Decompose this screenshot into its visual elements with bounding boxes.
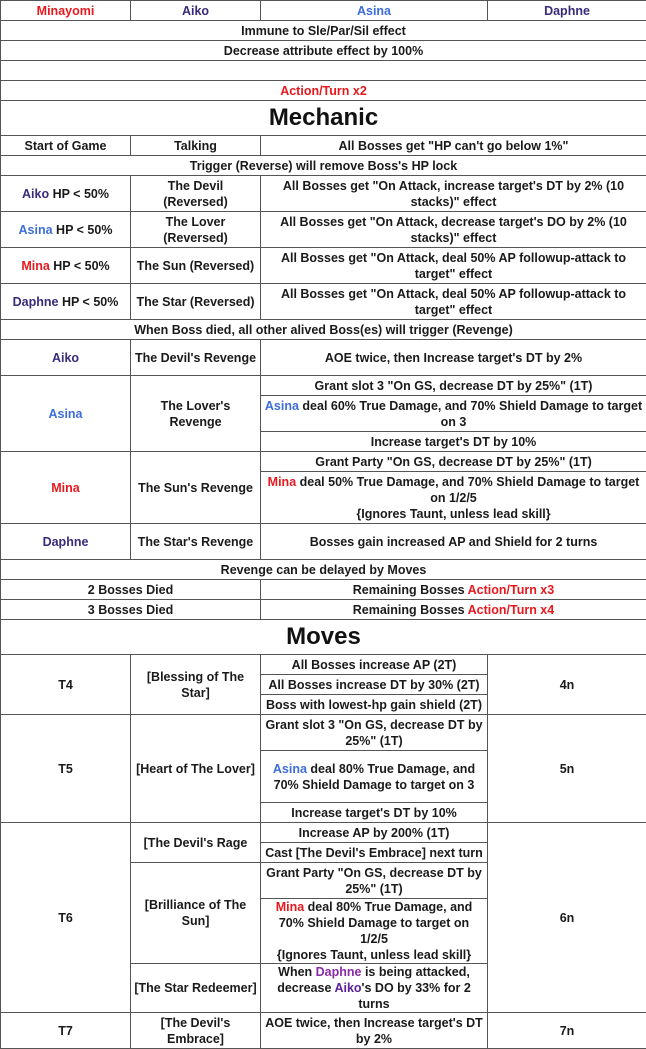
boss-name: Asina <box>19 223 53 237</box>
move-turn: T5 <box>1 715 131 823</box>
mechanic-effect: All Bosses get "On Attack, increase target's DT by 2% (10 stacks)" effect <box>261 176 646 212</box>
mechanic-condition <box>1 212 131 248</box>
revenge-effect <box>261 396 646 432</box>
mechanic-card: The Star (Reversed) <box>131 284 261 320</box>
effect-text: 's DO by 33% for 2 turns <box>358 981 470 1011</box>
revenge-card: The Star's Revenge <box>131 524 261 560</box>
blank-row <box>1 61 646 81</box>
move-effect: Increase target's DT by 10% <box>261 803 488 823</box>
condition-text: HP < 50% <box>50 259 110 273</box>
effect-text: When <box>278 965 316 979</box>
move-effect: Grant Party "On GS, decrease DT by 25%" (1T) <box>261 863 488 899</box>
mechanic-condition <box>1 248 131 284</box>
boss-name: Asina <box>265 399 299 413</box>
effect-note: {Ignores Taunt, unless lead skill} <box>277 948 471 962</box>
boss-name-minayomi: Minayomi <box>1 1 131 21</box>
move-cooldown: 4n <box>488 655 646 715</box>
action-count: Action/Turn x3 <box>468 583 555 597</box>
boss-name-asina: Asina <box>261 1 488 21</box>
move-effect: Grant slot 3 "On GS, decrease DT by 25%" (1T) <box>261 715 488 751</box>
effect-text: deal 80% True Damage, and 70% Shield Damage to target on 3 <box>274 762 475 792</box>
revenge-effect <box>261 472 646 524</box>
immune-text: Immune to Sle/Par/Sil effect <box>1 21 646 41</box>
move-cooldown: 7n <box>488 1013 646 1049</box>
revenge-card: The Devil's Revenge <box>131 340 261 376</box>
effect-note: {Ignores Taunt, unless lead skill} <box>356 507 550 521</box>
trigger-text: Trigger (Reverse) will remove Boss's HP lock <box>1 156 646 176</box>
move-effect: AOE twice, then Increase target's DT by 2% <box>261 1013 488 1049</box>
revenge-card: The Lover's Revenge <box>131 376 261 452</box>
revenge-card: The Sun's Revenge <box>131 452 261 524</box>
move-effect: All Bosses increase DT by 30% (2T) <box>261 675 488 695</box>
move-effect <box>261 964 488 1013</box>
condition-text: HP < 50% <box>53 223 113 237</box>
boss-name: Mina <box>276 900 304 914</box>
move-skill: [Brilliance of The Sun] <box>131 863 261 964</box>
mechanic-effect: All Bosses get "On Attack, deal 50% AP followup-attack to target" effect <box>261 248 646 284</box>
boss-name: Daphne <box>13 295 59 309</box>
action-count: Action/Turn x4 <box>468 603 555 617</box>
three-bosses-effect <box>261 600 646 620</box>
boss-name: Aiko <box>22 187 49 201</box>
effect-text: Remaining Bosses <box>353 603 468 617</box>
moves-title: Moves <box>1 620 646 655</box>
move-effect <box>261 899 488 964</box>
move-effect: Boss with lowest-hp gain shield (2T) <box>261 695 488 715</box>
mechanic-card: The Devil (Reversed) <box>131 176 261 212</box>
condition-text: HP < 50% <box>58 295 118 309</box>
mechanic-card: The Sun (Reversed) <box>131 248 261 284</box>
delay-text: Revenge can be delayed by Moves <box>1 560 646 580</box>
move-skill: [The Devil's Rage <box>131 823 261 863</box>
revenge-effect: Increase target's DT by 10% <box>261 432 646 452</box>
action-turn-text: Action/Turn x2 <box>1 81 646 101</box>
move-effect: All Bosses increase AP (2T) <box>261 655 488 675</box>
effect-text: is being attacked, decrease <box>277 965 470 995</box>
start-of-game: Start of Game <box>1 136 131 156</box>
move-turn: T6 <box>1 823 131 1013</box>
move-skill: [Blessing of The Star] <box>131 655 261 715</box>
move-skill: [The Star Redeemer] <box>131 964 261 1013</box>
revenge-effect: AOE twice, then Increase target's DT by 2% <box>261 340 646 376</box>
revenge-effect: Grant slot 3 "On GS, decrease DT by 25%" (1T) <box>261 376 646 396</box>
move-cooldown: 6n <box>488 823 646 1013</box>
move-effect <box>261 751 488 803</box>
boss-name: Mina <box>268 475 296 489</box>
move-skill: [Heart of The Lover] <box>131 715 261 823</box>
boss-name: Mina <box>21 259 49 273</box>
boss-name: Daphne <box>316 965 362 979</box>
died-text: When Boss died, all other alived Boss(es) will trigger (Revenge) <box>1 320 646 340</box>
move-effect: Cast [The Devil's Embrace] next turn <box>261 843 488 863</box>
two-bosses-effect <box>261 580 646 600</box>
move-cooldown: 5n <box>488 715 646 823</box>
revenge-boss-mina: Mina <box>1 452 131 524</box>
two-bosses-died: 2 Bosses Died <box>1 580 261 600</box>
talking: Talking <box>131 136 261 156</box>
move-skill: [The Devil's Embrace] <box>131 1013 261 1049</box>
mechanic-condition <box>1 176 131 212</box>
mechanic-effect: All Bosses get "On Attack, decrease target's DO by 2% (10 stacks)" effect <box>261 212 646 248</box>
decrease-text: Decrease attribute effect by 100% <box>1 41 646 61</box>
mechanic-card: The Lover (Reversed) <box>131 212 261 248</box>
move-effect: Increase AP by 200% (1T) <box>261 823 488 843</box>
revenge-boss-aiko: Aiko <box>1 340 131 376</box>
boss-name: Asina <box>273 762 307 776</box>
mechanic-title: Mechanic <box>1 101 646 136</box>
revenge-effect: Bosses gain increased AP and Shield for 2 turns <box>261 524 646 560</box>
three-bosses-died: 3 Bosses Died <box>1 600 261 620</box>
boss-name-aiko: Aiko <box>131 1 261 21</box>
revenge-boss-daphne: Daphne <box>1 524 131 560</box>
effect-text: deal 80% True Damage, and 70% Shield Damage to target on 1/2/5 <box>279 900 472 946</box>
effect-text: Remaining Bosses <box>353 583 468 597</box>
mechanic-condition <box>1 284 131 320</box>
revenge-boss-asina: Asina <box>1 376 131 452</box>
condition-text: HP < 50% <box>49 187 109 201</box>
move-turn: T7 <box>1 1013 131 1049</box>
effect-text: deal 50% True Damage, and 70% Shield Damage to target on 1/2/5 <box>296 475 639 505</box>
hp-lock-text: All Bosses get "HP can't go below 1%" <box>261 136 646 156</box>
move-turn: T4 <box>1 655 131 715</box>
boss-name: Aiko <box>334 981 361 995</box>
boss-name-daphne: Daphne <box>488 1 646 21</box>
effect-text: deal 60% True Damage, and 70% Shield Damage to target on 3 <box>299 399 642 429</box>
mechanic-effect: All Bosses get "On Attack, deal 50% AP followup-attack to target" effect <box>261 284 646 320</box>
revenge-effect: Grant Party "On GS, decrease DT by 25%" (1T) <box>261 452 646 472</box>
